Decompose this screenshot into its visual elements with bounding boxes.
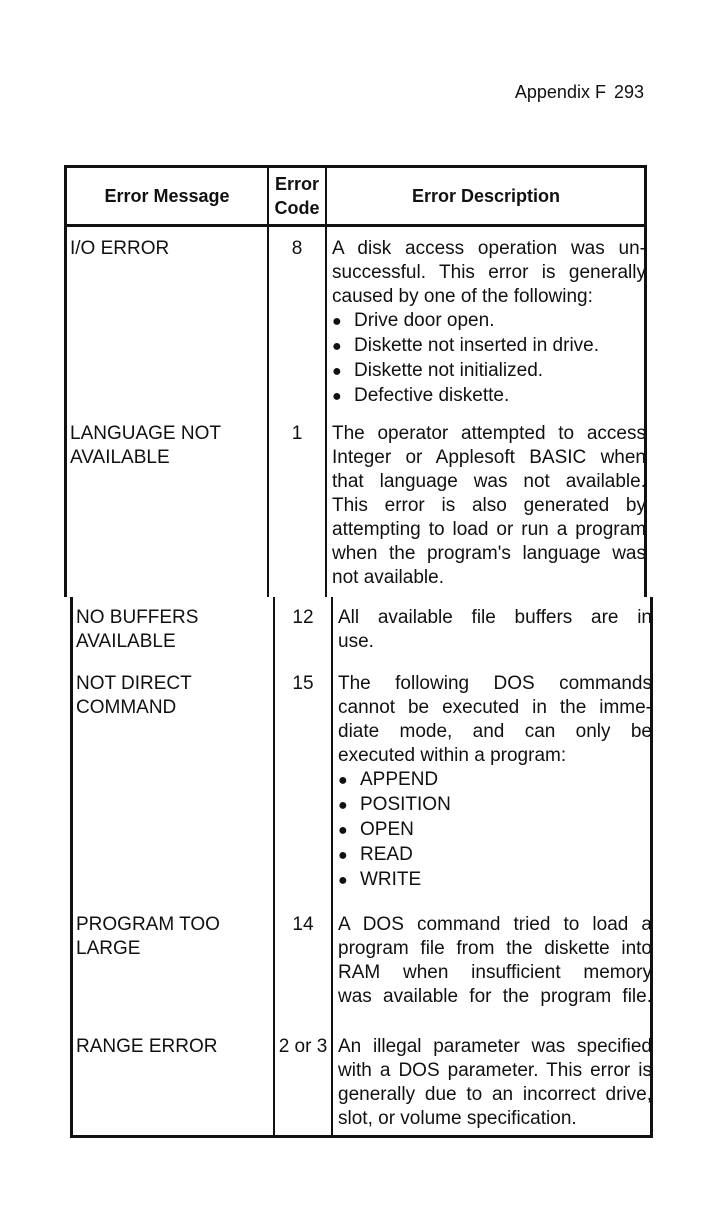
error-code: 2 or 3 <box>278 1036 328 1057</box>
list-item: ● Defective diskette. <box>332 384 646 409</box>
error-description: The following DOS commands cannot be executed in the imme- diate mode, and can only be executed within a program: ● APPEND ● POSITION ● OPEN ● READ ● WRITE <box>334 672 652 893</box>
list-item: ● APPEND <box>338 768 652 793</box>
error-code: 8 <box>291 238 303 259</box>
list-item: ● Diskette not inserted in drive. <box>332 334 646 359</box>
list-item: ● WRITE <box>338 868 652 893</box>
error-description: An illegal parameter was specified with a DOS parameter. This error is generally due to an incorrect drive, slot, or volume specification. <box>338 1036 652 1129</box>
error-description: A disk access operation was un- successful. This error is generally caused by one of the following: ● Drive door open. ● Diskette not inserted in drive. ● Diskette not initialized. ● Defective diskette. <box>328 237 646 409</box>
section-label: Appendix F <box>514 82 606 102</box>
bullet-icon: ● <box>332 313 342 330</box>
bullet-icon: ● <box>338 847 348 864</box>
column-header-description: Error Description <box>411 185 561 206</box>
bullet-icon: ● <box>338 872 348 889</box>
list-item: ● Diskette not initialized. <box>332 359 646 384</box>
bullet-icon: ● <box>338 772 348 789</box>
table-body-upper <box>64 227 647 597</box>
bullet-icon: ● <box>338 822 348 839</box>
page-number: 293 <box>613 82 644 102</box>
bullet-icon: ● <box>332 363 342 380</box>
error-message: RANGE ERROR <box>76 1036 218 1057</box>
column-header-code-line2: Code <box>274 198 320 218</box>
error-message: NOT DIRECT COMMAND <box>76 673 192 718</box>
table-header <box>64 165 647 227</box>
column-header-message: Error Message <box>104 185 230 206</box>
error-message: LANGUAGE NOT AVAILABLE <box>70 423 221 468</box>
error-description: A DOS command tried to load a program file from the diskette into RAM when insufficient memory was available for the program file. <box>338 914 652 1007</box>
error-code: 14 <box>292 914 314 935</box>
column-header-code-line1: Error <box>274 174 319 194</box>
error-description: The operator attempted to access Integer or Applesoft BASIC when that language was not available. This error is also generated by attempting to load or run a program when the program's language was not available. <box>332 423 646 588</box>
error-code: 1 <box>291 423 303 444</box>
error-message: NO BUFFERS AVAILABLE <box>76 607 199 652</box>
error-code: 15 <box>292 673 314 694</box>
error-message: PROGRAM TOO LARGE <box>76 914 220 959</box>
table-body-lower <box>70 597 653 1138</box>
error-message: I/O ERROR <box>70 238 170 259</box>
page-header <box>470 80 644 104</box>
list-item: ● Drive door open. <box>332 309 646 334</box>
list-item: ● OPEN <box>338 818 652 843</box>
bullet-icon: ● <box>332 338 342 355</box>
bullet-icon: ● <box>332 388 342 405</box>
error-description: All available file buffers are in use. <box>338 607 652 652</box>
list-item: ● READ <box>338 843 652 868</box>
list-item: ● POSITION <box>338 793 652 818</box>
bullet-icon: ● <box>338 797 348 814</box>
column-header-code <box>269 168 325 224</box>
error-code: 12 <box>292 607 314 628</box>
